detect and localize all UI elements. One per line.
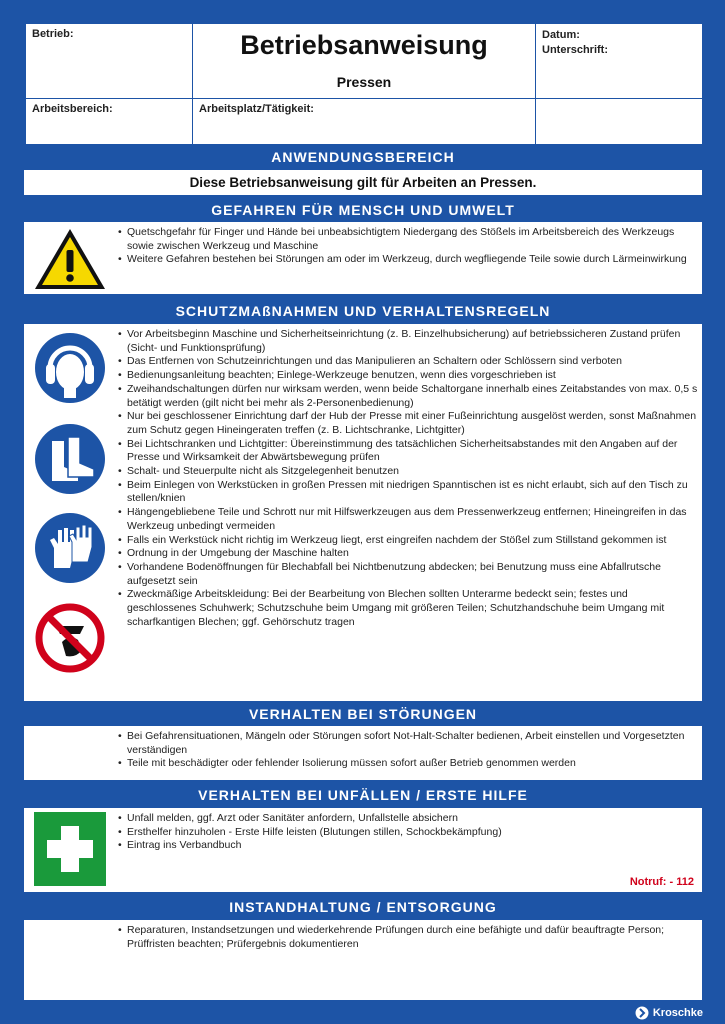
list-item: • Weitere Gefahren bestehen bei Störungen am oder im Werkzeug, durch wegfliegende Teile sowie durch Lärmeinwirkung (118, 253, 698, 267)
list-item: • Quetschgefahr für Finger und Hände bei unbeabsichtigtem Niedergang des Stößels im Arbeitsbereich des Werkzeugs sowie zwischen Werkzeug und Maschine (118, 226, 698, 253)
unterschrift-label: Unterschrift: (542, 44, 609, 56)
kroschke-logo-icon (635, 1006, 649, 1020)
brand-logo (635, 1006, 703, 1020)
instandhaltung-list (118, 924, 698, 951)
brand-name: Kroschke (652, 1007, 703, 1019)
stoerungen-panel (24, 726, 702, 780)
list-item: • Das Entfernen von Schutzeinrichtungen und das Manipulieren an Schaltern oder Schlössern sind verboten (118, 355, 698, 369)
list-item: • Eintrag ins Verbandbuch (118, 839, 698, 853)
list-item: • Bedienungsanleitung beachten; Einlege-Werkzeuge benutzen, wenn dies vorgeschrieben ist (118, 369, 698, 383)
list-item: • Zweckmäßige Arbeitskleidung: Bei der Bearbeitung von Blechen sollten Unterarme bedeckt sein; festes und geschlossenes Schuhwerk; Schutzschuhe beim Umgang mit größeren Teilen; Schutzhandschuhe beim Umgang mit scharfkantigen Blechen; ggf. Gehörschutz tragen (118, 588, 698, 629)
gefahren-list (118, 226, 698, 267)
gloves-icon (34, 512, 106, 584)
anwendungsbereich-text: Diese Betriebsanweisung gilt für Arbeiten an Pressen. (24, 170, 702, 195)
header-block (24, 22, 704, 146)
list-item: • Reparaturen, Instandsetzungen und wiederkehrende Prüfungen durch eine befähigte und dafür beauftragte Person; Prüffristen beachten; Prüfergebnis dokumentieren (118, 924, 698, 951)
gefahren-panel (24, 222, 702, 294)
list-item: • Zweihandschaltungen dürfen nur wirksam werden, wenn beide Schaltorgane innerhalb eines Zeitabstandes von max. 0,5 s betätigt werden (gilt nicht bei mehr als 2-Personenbedienung) (118, 383, 698, 410)
arbeitsbereich-label: Arbeitsbereich: (32, 103, 113, 115)
section-heading-stoerungen: VERHALTEN BEI STÖRUNGEN (248, 706, 478, 722)
safety-boots-icon (34, 423, 106, 495)
warning-triangle-icon (32, 226, 108, 292)
arbeitsplatz-field (192, 98, 536, 145)
list-item: • Bei Lichtschranken und Lichtgitter: Übereinstimmung des tatsächlichen Sicherheitsabstandes mit den Angaben auf der Presse und Wirksamkeit der Abwärtsbewegung prüfen (118, 438, 698, 465)
datum-label: Datum: (542, 29, 580, 41)
arbeitsplatz-label: Arbeitsplatz/Tätigkeit: (199, 103, 314, 115)
section-heading-anwendungsbereich: ANWENDUNGSBEREICH (271, 149, 455, 165)
list-item: • Schalt- und Steuerpulte nicht als Sitzgelegenheit benutzen (118, 465, 698, 479)
schutz-list (118, 328, 698, 629)
list-item: • Beim Einlegen von Werkstücken in großen Pressen mit niedrigen Spanntischen ist es nicht erlaubt, sich auf den Tisch zu stellen/knien (118, 479, 698, 506)
list-item: • Teile mit beschädigter oder fehlender Isolierung müssen sofort außer Betrieb genommen werden (118, 757, 698, 771)
betrieb-field (25, 23, 193, 99)
list-item: • Ordnung in der Umgebung der Maschine halten (118, 547, 698, 561)
empty-field (535, 98, 703, 145)
list-item: • Bei Gefahrensituationen, Mängeln oder Störungen sofort Not-Halt-Schalter bedienen, Arbeit einstellen und Vorgesetzten verständigen (118, 730, 698, 757)
section-heading-gefahren: GEFAHREN FÜR MENSCH UND UMWELT (211, 202, 515, 218)
schutz-panel (24, 324, 702, 701)
section-heading-instandhaltung: INSTANDHALTUNG / ENTSORGUNG (229, 899, 497, 915)
no-reaching-in-icon (34, 602, 106, 674)
instandhaltung-panel (24, 920, 702, 1000)
list-item: • Ersthelfer hinzuholen - Erste Hilfe leisten (Blutungen stillen, Schockbekämpfung) (118, 826, 698, 840)
section-heading-unfaelle: VERHALTEN BEI UNFÄLLEN / ERSTE HILFE (198, 787, 528, 803)
first-aid-cross-icon (34, 812, 106, 886)
ear-protection-icon (34, 332, 106, 404)
list-item: • Vor Arbeitsbeginn Maschine und Sicherheitseinrichtung (z. B. Einzelhubsicherung) auf betriebssicheren Zustand prüfen (Sicht- und Funktionsprüfung) (118, 328, 698, 355)
notruf-number: Notruf: - 112 (629, 876, 694, 888)
title-cell (192, 23, 536, 99)
unfaelle-panel (24, 808, 702, 892)
stoerungen-list (118, 730, 698, 771)
list-item: • Nur bei geschlossener Einrichtung darf der Hub der Presse mit einer Fußeinrichtung ausgelöst werden, sonst Maßnahmen zum Schutz gegen Hineingeraten treffen (z. B. Lichtschranke, Lichtgitter) (118, 410, 698, 437)
section-heading-schutz: SCHUTZMAßNAHMEN UND VERHALTENSREGELN (175, 303, 551, 319)
list-item: • Vorhandene Bodenöffnungen für Blechabfall bei Nichtbenutzung abdecken; bei Benutzung muss eine Abfallrutsche aufgesetzt sein (118, 561, 698, 588)
arbeitsbereich-field (25, 98, 193, 145)
page-title: Betriebsanweisung (240, 30, 488, 60)
page-subtitle: Pressen (336, 74, 392, 90)
list-item: • Unfall melden, ggf. Arzt oder Sanitäter anfordern, Unfallstelle absichern (118, 812, 698, 826)
list-item: • Falls ein Werkstück nicht richtig im Werkzeug liegt, erst eingreifen nachdem der Stößel zum Stillstand gekommen ist (118, 534, 698, 548)
list-item: • Hängengebliebene Teile und Schrott nur mit Hilfswerkzeugen aus dem Pressenwerkzeug entfernen; Hineingreifen in das Werkzeug unbedingt vermeiden (118, 506, 698, 533)
unfaelle-list (118, 812, 698, 853)
datum-field (535, 23, 703, 99)
betrieb-label: Betrieb: (32, 28, 74, 40)
